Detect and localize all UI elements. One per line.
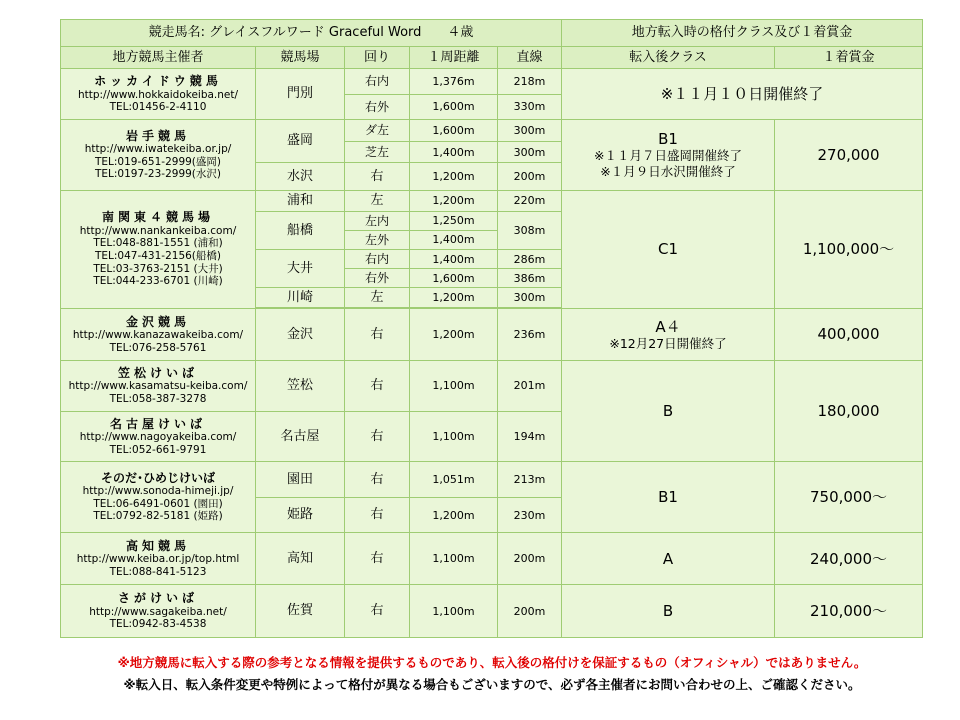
disclaimer-note: ※地方競馬に転入する際の参考となる情報を提供するものであり、転入後の格付けを保証するもの（オフィシャル）ではありません。: [117, 655, 867, 670]
organizer-kanazawa: 金沢競馬 http://www.kanazawakeiba.com/ TEL:076-258-5761: [61, 308, 256, 361]
table-row: 名古屋けいば http://www.nagoyakeiba.com/ TEL:052-661-9791 名古屋 右 1,100m 194m: [61, 411, 923, 461]
prize-minami-kanto: 1,100,000～: [775, 190, 923, 308]
prize-kanazawa: 400,000: [775, 308, 923, 361]
track-cell: 高知: [256, 532, 345, 585]
organizer-hokkaido: ホッカイドウ競馬 http://www.hokkaidokeiba.net/ TEL:01456-2-4110: [61, 69, 256, 119]
table-row: 船橋 左内 1,250m 308m: [61, 211, 923, 230]
table-row: 左外 1,400m: [61, 230, 923, 249]
prize-iwate: 270,000: [775, 119, 923, 190]
col-track: 競馬場: [256, 47, 345, 69]
track-cell: 浦和: [256, 190, 345, 211]
prize-hyogo: 750,000～: [775, 462, 923, 533]
organizer-sonoda-himeji: そのだ･ひめじけいば http://www.sonoda-himeji.jp/ TEL:06-6491-0601 (園田) TEL:0792-82-5181 (姫路): [61, 462, 256, 533]
class-hyogo: B1: [562, 462, 775, 533]
col-turn: 回り: [345, 47, 410, 69]
table-row: 芝左 1,400m 300m: [61, 142, 923, 163]
track-cell: 門別: [256, 69, 345, 119]
organizer-saga: さがけいば http://www.sagakeiba.net/ TEL:0942-83-4538: [61, 585, 256, 638]
track-cell: 川崎: [256, 288, 345, 307]
column-header-row: [61, 47, 923, 69]
col-organizer: 地方競馬主催者: [61, 47, 256, 69]
track-cell: 金沢: [256, 308, 345, 361]
class-iwate: B1 ※１１月７日盛岡開催終了 ※１月９日水沢開催終了: [562, 119, 775, 190]
table-row: 高知競馬 http://www.keiba.or.jp/top.html TEL:088-841-5123 高知 右 1,100m 200m A 240,000～: [61, 532, 923, 585]
organizer-iwate: 岩手競馬 http://www.iwatekeiba.or.jp/ TEL:019-651-2999(盛岡) TEL:0197-23-2999(水沢): [61, 119, 256, 190]
footnotes: [32, 652, 952, 696]
organizer-minami-kanto: 南関東４競馬場 http://www.nankankeiba.com/ TEL:048-881-1551 (浦和) TEL:047-431-2156(船橋) TEL:03-3763-2151 (大井) TEL:044-233-6701 (川崎): [61, 190, 256, 308]
organizer-url[interactable]: http://www.kanazawakeiba.com/: [72, 328, 244, 341]
transfer-class-table: [60, 19, 923, 638]
table-row: 川崎 左 1,200m 300m: [61, 288, 923, 307]
title-row: [61, 20, 923, 47]
col-prize: １着賞金: [775, 47, 923, 69]
class-kochi: A: [562, 532, 775, 585]
class-saga: B: [562, 585, 775, 638]
class-tokai: B: [562, 361, 775, 462]
table-row: 南関東４競馬場 http://www.nankankeiba.com/ TEL:048-881-1551 (浦和) TEL:047-431-2156(船橋) TEL:03-3763-2151 (大井) TEL:044-233-6701 (川崎) 浦和 左 1,200m 220m C1 1,100,000～: [61, 190, 923, 211]
organizer-url[interactable]: http://www.keiba.or.jp/top.html: [76, 553, 240, 566]
col-class: 転入後クラス: [562, 47, 775, 69]
table-row: 右外 1,600m 386m: [61, 269, 923, 288]
col-distance: １周距離: [410, 47, 498, 69]
organizer-url[interactable]: http://www.nankankeiba.com/: [79, 224, 237, 237]
prize-kochi: 240,000～: [775, 532, 923, 585]
class-minami-kanto: C1: [562, 190, 775, 308]
table-row: そのだ･ひめじけいば http://www.sonoda-himeji.jp/ TEL:06-6491-0601 (園田) TEL:0792-82-5181 (姫路) 園田 右 1,051m 213m B1 750,000～: [61, 462, 923, 498]
organizer-url[interactable]: http://www.sagakeiba.net/: [89, 605, 227, 618]
organizer-url[interactable]: http://www.kasamatsu-keiba.com/: [68, 380, 248, 393]
organizer-url[interactable]: http://www.nagoyakeiba.com/: [79, 430, 237, 443]
table-row: 笠松けいば http://www.kasamatsu-keiba.com/ TEL:058-387-3278 笠松 右 1,100m 201m B 180,000: [61, 361, 923, 411]
track-cell: 盛岡: [256, 119, 345, 162]
track-cell: 姫路: [256, 498, 345, 532]
contact-note: ※転入日、転入条件変更や特例によって格付が異なる場合もございますので、必ず各主催者にお問い合わせの上、ご確認ください。: [123, 677, 861, 692]
table-row: 水沢 右 1,200m 200m: [61, 163, 923, 190]
table-row: さがけいば http://www.sagakeiba.net/ TEL:0942-83-4538 佐賀 右 1,100m 200m B 210,000～: [61, 585, 923, 638]
organizer-nagoya: 名古屋けいば http://www.nagoyakeiba.com/ TEL:052-661-9791: [61, 411, 256, 461]
organizer-url[interactable]: http://www.hokkaidokeiba.net/: [77, 88, 239, 101]
organizer-kasamatsu: 笠松けいば http://www.kasamatsu-keiba.com/ TEL:058-387-3278: [61, 361, 256, 411]
organizer-url[interactable]: http://www.sonoda-himeji.jp/: [82, 485, 234, 498]
track-cell: 名古屋: [256, 411, 345, 461]
section-title: 地方転入時の格付クラス及び１着賞金: [562, 20, 923, 47]
table-row: 姫路 右 1,200m 230m: [61, 498, 923, 532]
track-cell: 笠松: [256, 361, 345, 411]
table-row: 大井 右内 1,400m 286m: [61, 250, 923, 269]
table-row: 岩手競馬 http://www.iwatekeiba.or.jp/ TEL:019-651-2999(盛岡) TEL:0197-23-2999(水沢) 盛岡 ダ左 1,600m 300m B1 ※１１月７日盛岡開催終了 ※１月９日水沢開催終了 270,000: [61, 119, 923, 141]
track-cell: 園田: [256, 462, 345, 498]
prize-saga: 210,000～: [775, 585, 923, 638]
horse-name-title: 競走馬名: グレイスフルワード Graceful Word ４歳: [61, 20, 562, 47]
table-row: ホッカイドウ競馬 http://www.hokkaidokeiba.net/ TEL:01456-2-4110 門別 右内 1,376m 218m ※１１月１０日開催終了: [61, 69, 923, 94]
prize-tokai: 180,000: [775, 361, 923, 462]
col-straight: 直線: [498, 47, 562, 69]
organizer-kochi: 高知競馬 http://www.keiba.or.jp/top.html TEL:088-841-5123: [61, 532, 256, 585]
class-note-hokkaido: ※１１月１０日開催終了: [562, 69, 923, 119]
track-cell: 大井: [256, 250, 345, 288]
track-cell: 水沢: [256, 163, 345, 190]
track-cell: 船橋: [256, 211, 345, 249]
class-kanazawa: A４ ※12月27日開催終了: [562, 308, 775, 361]
track-cell: 佐賀: [256, 585, 345, 638]
table-row: 右外 1,600m 330m: [61, 94, 923, 119]
table-row: 金沢競馬 http://www.kanazawakeiba.com/ TEL:076-258-5761 金沢 右 1,200m 236m A４ ※12月27日開催終了 400,000: [61, 308, 923, 361]
organizer-url[interactable]: http://www.iwatekeiba.or.jp/: [84, 143, 232, 156]
